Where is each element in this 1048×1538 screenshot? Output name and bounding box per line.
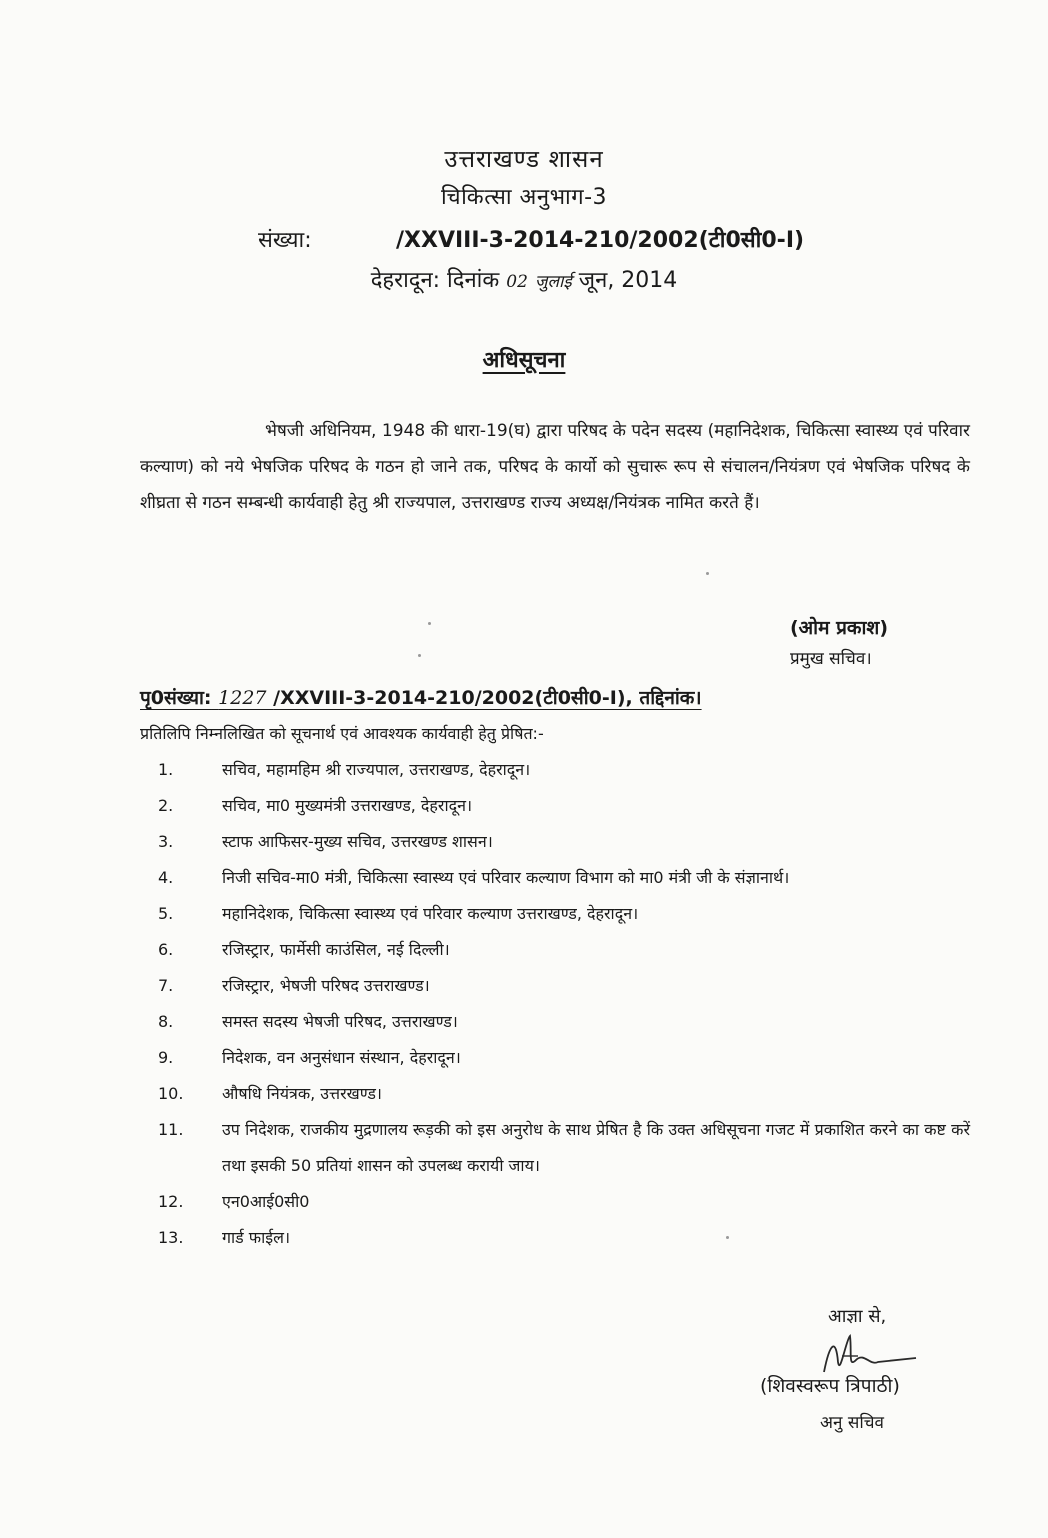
signatory-block-under-secretary <box>760 1304 1000 1433</box>
reference-number-label: संख्या: <box>258 228 312 253</box>
section-heading: चिकित्सा अनुभाग-3 <box>440 185 608 210</box>
copy-recipient-item <box>140 1112 970 1184</box>
document-title-text: अधिसूचना <box>482 348 566 373</box>
endorsement-prefix: पृ0संख्या: <box>140 687 212 709</box>
signatory-name: (शिवस्वरूप त्रिपाठी) <box>760 1375 900 1397</box>
endorsement-handwritten-number: 1227 <box>218 687 267 709</box>
copy-recipient-text: निजी सचिव-मा0 मंत्री, चिकित्सा स्वास्थ्य एवं परिवार कल्याण विभाग को मा0 मंत्री जी के संज्ञानार्थ। <box>222 868 790 887</box>
scan-speck <box>726 1236 729 1239</box>
endorsement-suffix: /XXVIII-3-2014-210/2002(टी0सी0-I), तद्दिनांक। <box>273 687 702 709</box>
copy-recipient-item <box>140 1220 970 1256</box>
endorsement-number <box>140 684 702 710</box>
date-month-handwritten: जुलाई <box>534 272 572 292</box>
copy-recipient-item <box>140 932 970 968</box>
copy-recipient-number: 2. <box>158 796 174 815</box>
copy-recipient-item <box>140 860 970 896</box>
copy-recipient-item <box>140 968 970 1004</box>
scan-speck <box>428 622 431 625</box>
copy-recipient-text: गार्ड फाईल। <box>222 1228 291 1247</box>
copy-recipient-text: महानिदेशक, चिकित्सा स्वास्थ्य एवं परिवार कल्याण उत्तराखण्ड, देहरादून। <box>222 904 639 923</box>
copy-recipient-item <box>140 1040 970 1076</box>
copy-recipient-item <box>140 1004 970 1040</box>
document-title <box>0 344 1048 374</box>
copy-recipient-text: स्टाफ आफिसर-मुख्य सचिव, उत्तरखण्ड शासन। <box>222 832 493 851</box>
copy-recipient-number: 3. <box>158 832 174 851</box>
by-order-line: आज्ञा से, <box>828 1306 887 1327</box>
copy-recipient-text: समस्त सदस्य भेषजी परिषद, उत्तराखण्ड। <box>222 1012 458 1031</box>
copy-recipient-number: 6. <box>158 940 174 959</box>
copy-recipient-number: 8. <box>158 1012 174 1031</box>
date-line <box>0 264 1048 294</box>
copy-recipient-text: उप निदेशक, राजकीय मुद्रणालय रूड़की को इस अनुरोध के साथ प्रेषित है कि उक्त अधिसूचना गजट में प्रकाशित करने का कष्ट करें तथा इसकी 50 प्रतियां शासन को उपलब्ध करायी जाय। <box>222 1120 970 1175</box>
copy-recipient-item <box>140 1184 970 1220</box>
copy-recipient-number: 5. <box>158 904 174 923</box>
notification-body: भेषजी अधिनियम, 1948 की धारा-19(घ) द्वारा परिषद के पदेन सदस्य (महानिदेशक, चिकित्सा स्वास्थ्य एवं परिवार कल्याण) को नये भेषजिक परिषद के गठन हो जाने तक, परिषद के कार्यो को सुचारू रूप से संचालन/नियंत्रण एवं भेषजिक परिषद के शीघ्रता से गठन सम्बन्धी कार्यवाही हेतु श्री राज्यपाल, उत्तराखण्ड राज्य अध्यक्ष/नियंत्रक नामित करते हैं। <box>140 421 970 513</box>
copy-recipient-number: 12. <box>158 1192 184 1211</box>
copy-recipient-item <box>140 788 970 824</box>
signatory-block-principal-secretary <box>790 614 990 669</box>
signatory-designation: अनु सचिव <box>820 1413 884 1433</box>
copy-recipient-text: निदेशक, वन अनुसंधान संस्थान, देहरादून। <box>222 1048 461 1067</box>
copy-recipient-number: 4. <box>158 868 174 887</box>
copy-recipient-text: रजिस्ट्रार, फार्मेसी काउंसिल, नई दिल्ली। <box>222 940 450 959</box>
copy-recipient-text: सचिव, मा0 मुख्यमंत्री उत्तराखण्ड, देहरादून। <box>222 796 473 815</box>
copy-recipient-number: 1. <box>158 760 174 779</box>
date-prefix: देहरादून: दिनांक <box>370 268 500 293</box>
copy-recipient-number: 11. <box>158 1120 184 1139</box>
copy-recipient-text: रजिस्ट्रार, भेषजी परिषद उत्तराखण्ड। <box>222 976 430 995</box>
copy-recipient-item <box>140 1076 970 1112</box>
copy-recipient-item <box>140 752 970 788</box>
reference-number-row <box>0 224 1048 258</box>
date-month-year: जून, 2014 <box>578 268 678 293</box>
reference-number-value: /XXVIII-3-2014-210/2002(टी0सी0-I) <box>396 228 805 253</box>
copy-recipients-list <box>140 752 970 1256</box>
scan-speck <box>418 654 421 657</box>
copy-recipient-item <box>140 896 970 932</box>
copy-recipient-number: 10. <box>158 1084 184 1103</box>
copy-forwarding-intro: प्रतिलिपि निम्नलिखित को सूचनार्थ एवं आवश्यक कार्यवाही हेतु प्रेषित:- <box>140 724 544 743</box>
copy-recipient-text: औषधि नियंत्रक, उत्तरखण्ड। <box>222 1084 382 1103</box>
copy-recipient-number: 7. <box>158 976 174 995</box>
date-day-handwritten: 02 <box>506 272 528 292</box>
copy-recipient-item <box>140 824 970 860</box>
scan-speck <box>706 572 709 575</box>
government-heading: उत्तराखण्ड शासन <box>444 145 604 173</box>
copy-recipient-text: एन0आई0सी0 <box>222 1192 310 1211</box>
signatory-name: (ओम प्रकाश) <box>790 617 889 639</box>
copy-recipient-text: सचिव, महामहिम श्री राज्यपाल, उत्तराखण्ड, देहरादून। <box>222 760 531 779</box>
copy-recipient-number: 9. <box>158 1048 174 1067</box>
copy-recipient-number: 13. <box>158 1228 184 1247</box>
signatory-designation: प्रमुख सचिव। <box>790 649 872 669</box>
